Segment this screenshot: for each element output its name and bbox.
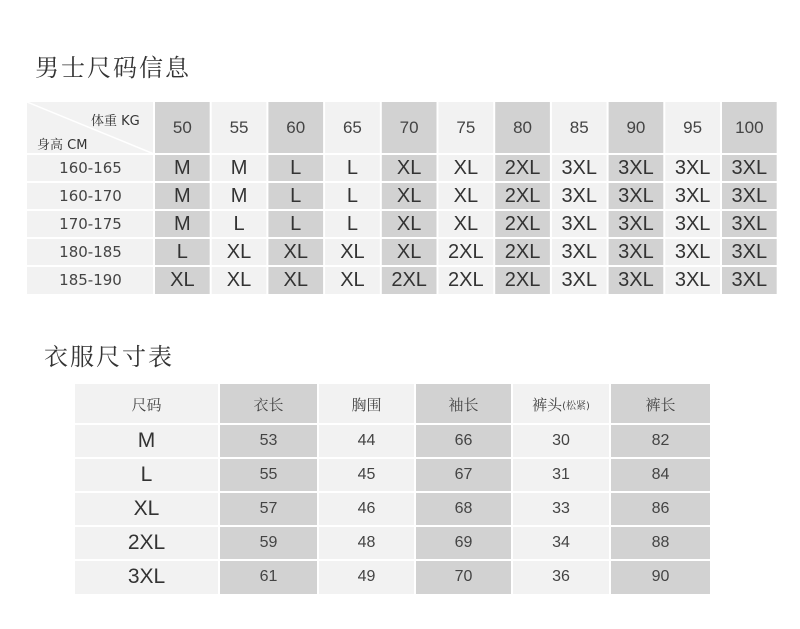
clothing-size-title: 衣服尺寸表 (44, 343, 174, 371)
size-cell (608, 238, 665, 266)
size-row (27, 266, 778, 294)
size-row (27, 182, 778, 210)
size-value: M (230, 156, 248, 179)
size-value: XL (453, 212, 479, 235)
size-value: M (230, 184, 248, 207)
measurement-cell (512, 492, 610, 526)
measurement-value: 86 (651, 500, 670, 517)
size-cell (551, 238, 608, 266)
measurement-value: 46 (357, 500, 376, 517)
size-value: 3XL (674, 184, 711, 207)
measurement-cell (610, 424, 711, 458)
measurement-value: 82 (651, 432, 670, 449)
measurement-cell (610, 458, 711, 492)
height-range (27, 182, 154, 210)
measurement-value: 53 (259, 432, 278, 449)
size-cell (154, 154, 211, 182)
measurement-cell (219, 424, 318, 458)
size-value: 3XL (618, 212, 654, 235)
size-cell (324, 154, 381, 182)
measurement-cell (610, 560, 711, 594)
measurement-cell (219, 492, 318, 526)
size-cell (664, 154, 721, 182)
size-cell (664, 182, 721, 210)
size-cell (721, 238, 778, 266)
size-cell (494, 182, 551, 210)
column-header (219, 384, 318, 424)
size-value: XL (170, 268, 195, 291)
size-cell (664, 238, 721, 266)
weight-header (608, 102, 665, 154)
weight-header (211, 102, 268, 154)
size-value: 3XL (731, 156, 768, 179)
size-value: 3XL (674, 212, 711, 235)
weight-header (551, 102, 608, 154)
men-size-title: 男士尺码信息 (35, 54, 191, 82)
weight-value: 85 (569, 118, 589, 137)
size-cell (267, 238, 324, 266)
weight-header (664, 102, 721, 154)
measurement-value: 45 (357, 466, 376, 483)
column-header (610, 384, 711, 424)
size-cell (664, 210, 721, 238)
measurement-cell (512, 560, 610, 594)
size-value: M (174, 184, 191, 207)
size-value: L (233, 212, 245, 235)
weight-value: 100 (735, 118, 764, 137)
size-value: L (176, 240, 188, 263)
size-value: 3XL (618, 240, 654, 263)
size-value: 3XL (618, 268, 654, 291)
size-value: 3XL (731, 184, 768, 207)
measurement-value: 88 (651, 534, 670, 551)
size-cell (381, 266, 438, 294)
size-cell (494, 210, 551, 238)
size-cell (664, 266, 721, 294)
measurement-cell (415, 560, 512, 594)
column-header-label: 胸围 (351, 395, 382, 414)
size-cell (608, 154, 665, 182)
size-cell (324, 210, 381, 238)
size-label: 2XL (127, 531, 166, 554)
size-value: XL (283, 240, 308, 263)
weight-header (494, 102, 551, 154)
weight-value: 75 (456, 118, 476, 137)
weight-corner-label: 体重 KG (91, 114, 140, 129)
measurement-value: 44 (357, 432, 376, 449)
size-cell (324, 182, 381, 210)
size-cell (438, 266, 495, 294)
height-range-label: 170-175 (59, 215, 122, 233)
size-cell (324, 266, 381, 294)
size-cell (551, 182, 608, 210)
size-cell (154, 182, 211, 210)
size-cell (324, 238, 381, 266)
size-value: 3XL (561, 156, 598, 179)
size-cell (381, 154, 438, 182)
measurement-cell (415, 458, 512, 492)
weight-value: 95 (683, 118, 703, 137)
size-cell (154, 266, 211, 294)
size-cell (608, 266, 665, 294)
measurement-cell (219, 458, 318, 492)
size-cell (721, 266, 778, 294)
height-range (27, 238, 154, 266)
size-cell (267, 154, 324, 182)
measurement-cell (318, 458, 415, 492)
size-value: XL (283, 268, 308, 291)
weight-value: 50 (172, 118, 192, 137)
measurement-value: 66 (454, 432, 473, 449)
size-value: XL (340, 240, 365, 263)
column-header (318, 384, 415, 424)
size-value: M (174, 156, 191, 179)
size-cell (438, 210, 495, 238)
size-value: L (346, 184, 358, 207)
size-value: 2XL (504, 156, 541, 179)
size-cell (381, 182, 438, 210)
measurement-cell (512, 458, 610, 492)
column-header-label: 衣长 (253, 395, 284, 414)
size-value: 2XL (504, 184, 541, 207)
weight-value: 70 (399, 118, 419, 137)
measurement-cell (512, 424, 610, 458)
size-value: XL (396, 156, 422, 179)
size-label-cell (74, 492, 219, 526)
height-range-label: 160-170 (59, 187, 122, 205)
measurement-value: 30 (552, 432, 570, 449)
size-value: 3XL (561, 184, 598, 207)
weight-header (721, 102, 778, 154)
size-label-cell (74, 424, 219, 458)
size-value: 3XL (731, 268, 768, 291)
size-value: 3XL (618, 184, 654, 207)
measurement-value: 84 (651, 466, 670, 483)
height-range-label: 185-190 (59, 271, 122, 289)
size-label-cell (74, 560, 219, 594)
height-range-label: 180-185 (59, 243, 122, 261)
measurement-value: 57 (259, 500, 278, 517)
size-value: 2XL (504, 240, 541, 263)
measurement-value: 59 (259, 534, 278, 551)
size-cell (211, 238, 268, 266)
size-label: L (140, 463, 153, 486)
size-value: 2XL (504, 212, 541, 235)
weight-header (438, 102, 495, 154)
size-cell (267, 210, 324, 238)
measurement-cell (512, 526, 610, 560)
size-cell (154, 210, 211, 238)
measurement-value: 48 (357, 534, 376, 551)
size-label-cell (74, 526, 219, 560)
size-cell (721, 154, 778, 182)
size-cell (551, 210, 608, 238)
column-header-label: 裤长 (645, 395, 676, 414)
weight-value: 65 (342, 118, 362, 137)
weight-value: 55 (229, 118, 249, 137)
size-value: 3XL (674, 240, 711, 263)
size-cell (267, 266, 324, 294)
size-value: XL (226, 240, 252, 263)
men-size-table (27, 102, 778, 294)
size-value: L (290, 156, 302, 179)
clothing-size-table (74, 384, 711, 594)
size-value: XL (340, 268, 365, 291)
size-value: 2XL (448, 268, 484, 291)
waist-note: (松紧) (562, 400, 590, 412)
measurement-value: 67 (454, 466, 473, 483)
size-cell (494, 266, 551, 294)
size-cell (438, 154, 495, 182)
measurement-cell (415, 526, 512, 560)
measurement-value: 70 (454, 568, 473, 585)
size-value: L (346, 212, 358, 235)
measurement-cell (610, 526, 711, 560)
size-cell (721, 182, 778, 210)
size-value: 3XL (674, 268, 711, 291)
size-value: XL (396, 184, 422, 207)
weight-value: 60 (286, 118, 306, 137)
height-range (27, 266, 154, 294)
size-cell (438, 238, 495, 266)
weight-value: 80 (513, 118, 532, 137)
size-cell (721, 210, 778, 238)
size-value: L (346, 156, 358, 179)
measurement-value: 34 (552, 534, 570, 551)
size-cell (551, 154, 608, 182)
measurement-value: 49 (357, 568, 376, 585)
column-header (74, 384, 219, 424)
size-cell (267, 182, 324, 210)
size-cell (211, 154, 268, 182)
measurement-cell (318, 492, 415, 526)
size-value: 2XL (504, 268, 541, 291)
size-value: 2XL (391, 268, 427, 291)
size-cell (494, 154, 551, 182)
height-range (27, 154, 154, 182)
size-value: 3XL (561, 268, 598, 291)
size-cell (381, 210, 438, 238)
measurement-value: 55 (259, 466, 278, 483)
measurement-cell (318, 526, 415, 560)
size-row (27, 154, 778, 182)
size-label: 3XL (127, 565, 166, 588)
size-cell (608, 210, 665, 238)
size-cell (494, 238, 551, 266)
size-value: XL (396, 212, 422, 235)
size-cell (438, 182, 495, 210)
size-value: 3XL (561, 240, 598, 263)
size-label: M (137, 429, 156, 452)
size-value: 3XL (731, 240, 768, 263)
height-range-label: 160-165 (59, 159, 122, 177)
size-cell (608, 182, 665, 210)
size-label-cell (74, 458, 219, 492)
measurement-value: 90 (651, 568, 670, 585)
height-range (27, 210, 154, 238)
weight-header (267, 102, 324, 154)
weight-header (381, 102, 438, 154)
weight-header (324, 102, 381, 154)
size-cell (211, 266, 268, 294)
size-value: XL (453, 156, 479, 179)
measurement-cell (610, 492, 711, 526)
size-value: L (290, 212, 302, 235)
measurement-cell (219, 526, 318, 560)
measurement-cell (415, 424, 512, 458)
measurement-cell (318, 424, 415, 458)
size-value: 3XL (731, 212, 768, 235)
measurement-value: 69 (454, 534, 473, 551)
height-corner-label: 身高 CM (37, 138, 88, 153)
size-value: XL (226, 268, 252, 291)
size-cell (154, 238, 211, 266)
measurement-value: 33 (552, 500, 570, 517)
column-header (512, 384, 610, 424)
size-row (27, 210, 778, 238)
column-header (415, 384, 512, 424)
size-row (27, 238, 778, 266)
column-header-label: 尺码 (131, 395, 162, 414)
size-value: L (290, 184, 302, 207)
size-value: 3XL (618, 156, 654, 179)
size-value: 3XL (561, 212, 598, 235)
size-value: XL (396, 240, 422, 263)
measurement-value: 36 (552, 568, 570, 585)
weight-header (154, 102, 211, 154)
size-value: 2XL (448, 240, 484, 263)
column-header-label: 袖长 (448, 395, 479, 414)
measurement-cell (415, 492, 512, 526)
size-value: XL (453, 184, 479, 207)
measurement-value: 68 (454, 500, 473, 517)
size-cell (381, 238, 438, 266)
weight-value: 90 (626, 118, 646, 137)
size-value: M (174, 212, 191, 235)
measurement-value: 61 (259, 568, 278, 585)
size-value: 3XL (674, 156, 711, 179)
size-cell (211, 210, 268, 238)
size-cell (551, 266, 608, 294)
measurement-cell (219, 560, 318, 594)
size-cell (211, 182, 268, 210)
measurement-value: 31 (552, 466, 570, 483)
size-label: XL (133, 497, 160, 520)
measurement-cell (318, 560, 415, 594)
column-header-label: 裤头 (532, 395, 563, 414)
